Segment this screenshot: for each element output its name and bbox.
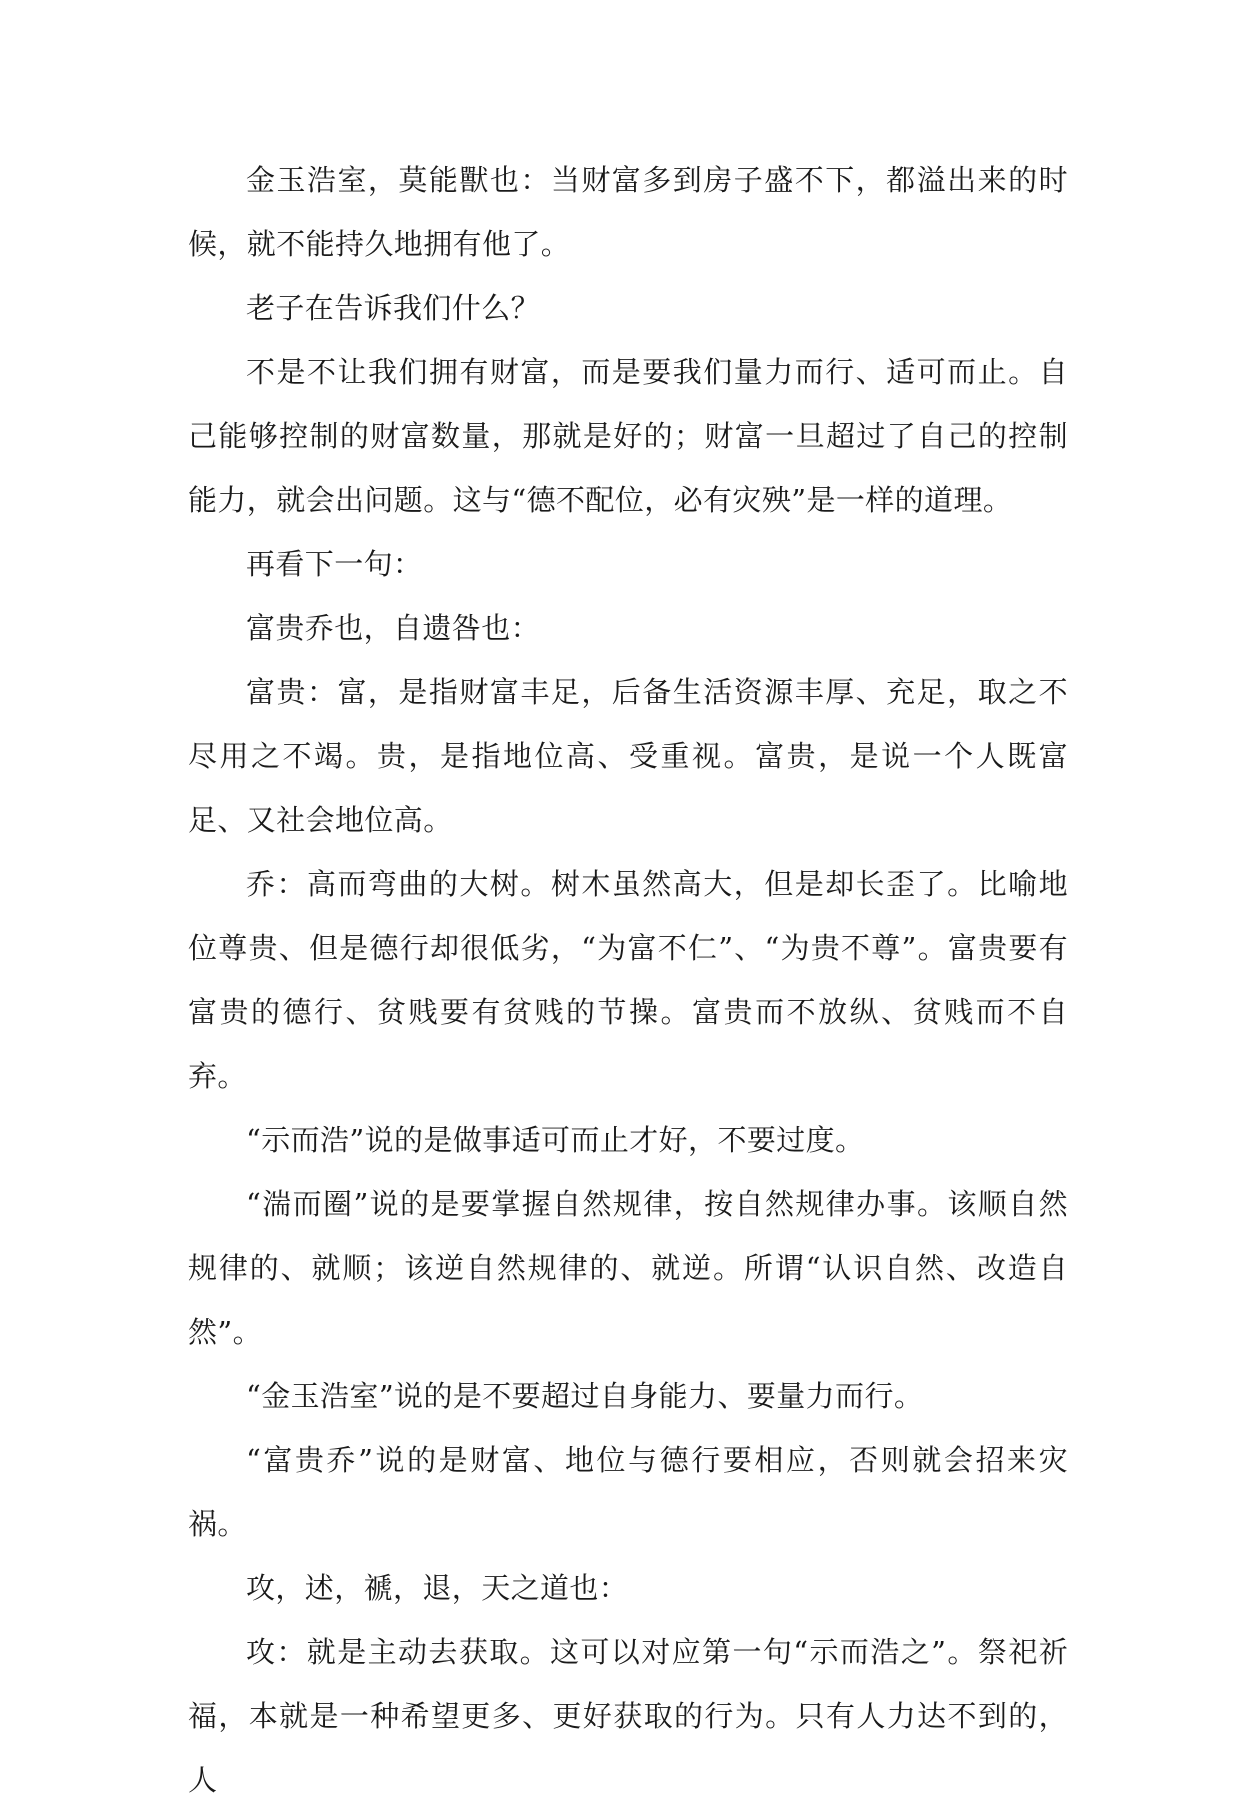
paragraph-5: 富贵乔也，自遗咎也： xyxy=(246,611,541,645)
paragraph-4: 再看下一句： xyxy=(246,547,423,581)
document-body xyxy=(188,148,1068,1812)
paragraph-13: 攻：就是主动去获取。这可以对应第一句“示而浩之”。祭祀祈福，本就是一种希望更多、更好获取的行为。只有人力达不到的，人 xyxy=(188,1635,1068,1797)
paragraph-6: 富贵：富，是指财富丰足，后备生活资源丰厚、充足，取之不尽用之不竭。贵，是指地位高、受重视。富贵，是说一个人既富足、又社会地位高。 xyxy=(188,675,1068,837)
paragraph-1: 金玉浩室，莫能獸也：当财富多到房子盛不下，都溢出来的时候，就不能持久地拥有他了。 xyxy=(188,163,1068,261)
paragraph-8: “示而浩”说的是做事适可而止才好，不要过度。 xyxy=(246,1123,865,1157)
paragraph-10: “金玉浩室”说的是不要超过自身能力、要量力而行。 xyxy=(246,1379,924,1413)
paragraph-3: 不是不让我们拥有财富，而是要我们量力而行、适可而止。自己能够控制的财富数量，那就是好的；财富一旦超过了自己的控制能力，就会出问题。这与“德不配位，必有灾殃”是一样的道理。 xyxy=(188,355,1068,517)
paragraph-2: 老子在告诉我们什么？ xyxy=(246,291,541,325)
paragraph-7: 乔：高而弯曲的大树。树木虽然高大，但是却长歪了。比喻地位尊贵、但是德行却很低劣，“为富不仁”、“为贵不尊”。富贵要有富贵的德行、贫贱要有贫贱的节操。富贵而不放纵、贫贱而不自弃。 xyxy=(188,867,1068,1093)
paragraph-12: 攻，述，禠，退，天之道也： xyxy=(246,1571,629,1605)
paragraph-11: “富贵乔”说的是财富、地位与德行要相应，否则就会招来灾祸。 xyxy=(188,1443,1068,1541)
paragraph-9: “湍而圈”说的是要掌握自然规律，按自然规律办事。该顺自然规律的、就顺；该逆自然规律的、就逆。所谓“认识自然、改造自然”。 xyxy=(188,1187,1068,1349)
